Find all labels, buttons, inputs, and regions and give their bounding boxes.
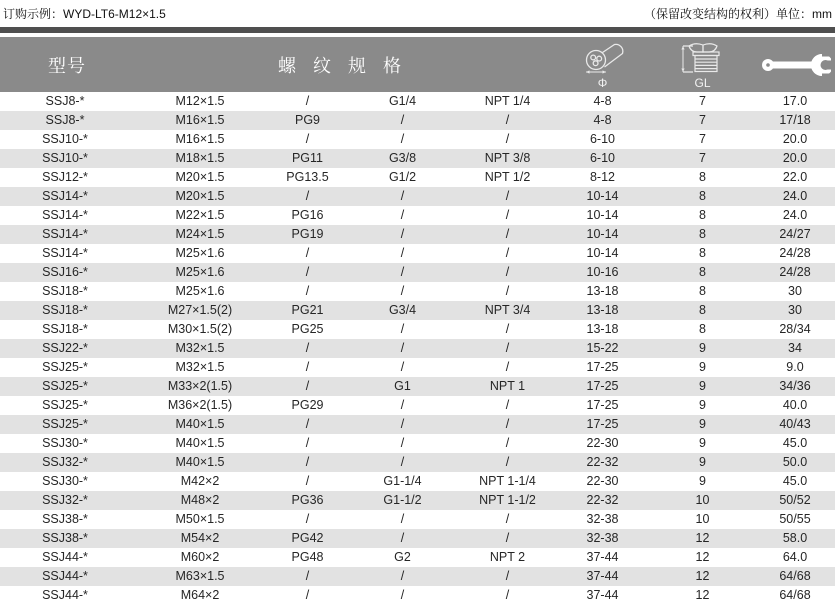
cell-g_thread: / bbox=[400, 246, 405, 260]
cell-pg_thread: / bbox=[305, 436, 310, 450]
cell-gl: 9 bbox=[699, 379, 706, 393]
cell-cable_range_phi: 37-44 bbox=[586, 569, 619, 583]
cell-metric_thread: M32×1.5 bbox=[175, 341, 225, 355]
table-row bbox=[0, 339, 835, 358]
cell-gl: 9 bbox=[699, 341, 706, 355]
cell-metric_thread: M25×1.6 bbox=[175, 284, 225, 298]
cell-metric_thread: M27×1.5(2) bbox=[167, 303, 233, 317]
cell-npt_thread: NPT 1/4 bbox=[484, 94, 531, 108]
cell-metric_thread: M30×1.5(2) bbox=[167, 322, 233, 336]
cell-g_thread: / bbox=[400, 512, 405, 526]
cell-model: SSJ44-* bbox=[42, 588, 88, 602]
cell-metric_thread: M18×1.5 bbox=[175, 151, 225, 165]
cell-model: SSJ14-* bbox=[42, 227, 88, 241]
header-cable-diameter bbox=[555, 37, 650, 92]
cell-spanner_size: 24/28 bbox=[779, 246, 811, 260]
cell-npt_thread: NPT 2 bbox=[489, 550, 526, 564]
cell-npt_thread: / bbox=[505, 341, 510, 355]
cell-g_thread: / bbox=[400, 113, 405, 127]
cell-metric_thread: M40×1.5 bbox=[175, 436, 225, 450]
cell-g_thread: G1-1/2 bbox=[383, 493, 422, 507]
cell-npt_thread: NPT 1/2 bbox=[484, 170, 531, 184]
cell-npt_thread: / bbox=[505, 455, 510, 469]
cell-spanner_size: 58.0 bbox=[782, 531, 808, 545]
cell-pg_thread: / bbox=[305, 132, 310, 146]
cell-gl: 7 bbox=[699, 94, 706, 108]
cell-npt_thread: / bbox=[505, 512, 510, 526]
cell-metric_thread: M50×1.5 bbox=[175, 512, 225, 526]
cell-g_thread: / bbox=[400, 455, 405, 469]
cell-spanner_size: 24/27 bbox=[779, 227, 811, 241]
cell-npt_thread: / bbox=[505, 436, 510, 450]
cell-gl: 10 bbox=[695, 493, 710, 507]
cell-cable_range_phi: 22-30 bbox=[586, 474, 619, 488]
cell-cable_range_phi: 10-14 bbox=[586, 227, 619, 241]
cell-model: SSJ14-* bbox=[42, 189, 88, 203]
cell-model: SSJ18-* bbox=[42, 284, 88, 298]
cell-spanner_size: 17/18 bbox=[779, 113, 811, 127]
cell-model: SSJ25-* bbox=[42, 379, 88, 393]
cell-metric_thread: M33×2(1.5) bbox=[167, 379, 233, 393]
table-row bbox=[0, 130, 835, 149]
cell-npt_thread: / bbox=[505, 189, 510, 203]
cell-spanner_size: 30 bbox=[788, 284, 802, 298]
cell-g_thread: / bbox=[400, 132, 405, 146]
cell-cable_range_phi: 10-16 bbox=[586, 265, 619, 279]
cell-npt_thread: / bbox=[505, 227, 510, 241]
cell-model: SSJ30-* bbox=[42, 474, 88, 488]
cell-spanner_size: 17.0 bbox=[782, 94, 808, 108]
cell-gl: 10 bbox=[695, 512, 710, 526]
table-row bbox=[0, 187, 835, 206]
cell-g_thread: / bbox=[400, 588, 405, 602]
table-row bbox=[0, 263, 835, 282]
cell-cable_range_phi: 4-8 bbox=[593, 113, 612, 127]
cell-metric_thread: M20×1.5 bbox=[175, 170, 225, 184]
cell-pg_thread: PG48 bbox=[291, 550, 324, 564]
cell-g_thread: G3/8 bbox=[388, 151, 417, 165]
cell-spanner_size: 50/55 bbox=[779, 512, 811, 526]
cell-metric_thread: M42×2 bbox=[180, 474, 220, 488]
cell-metric_thread: M22×1.5 bbox=[175, 208, 225, 222]
cell-cable_range_phi: 13-18 bbox=[586, 322, 619, 336]
cell-cable_range_phi: 37-44 bbox=[586, 550, 619, 564]
rights-unit-note: （保留改变结构的权利）单位：mm bbox=[644, 7, 832, 21]
cell-spanner_size: 28/34 bbox=[779, 322, 811, 336]
cell-metric_thread: M54×2 bbox=[180, 531, 220, 545]
cell-metric_thread: M25×1.6 bbox=[175, 265, 225, 279]
cell-npt_thread: NPT 1-1/2 bbox=[479, 493, 536, 507]
table-row bbox=[0, 301, 835, 320]
cell-metric_thread: M32×1.5 bbox=[175, 360, 225, 374]
cell-g_thread: G1 bbox=[394, 379, 411, 393]
cell-npt_thread: / bbox=[505, 132, 510, 146]
cell-pg_thread: PG29 bbox=[291, 398, 324, 412]
cell-g_thread: / bbox=[400, 569, 405, 583]
phi-label: Φ bbox=[597, 76, 608, 90]
cell-spanner_size: 40/43 bbox=[779, 417, 811, 431]
cell-pg_thread: / bbox=[305, 588, 310, 602]
table-row bbox=[0, 244, 835, 263]
cell-gl: 8 bbox=[699, 189, 706, 203]
cell-g_thread: / bbox=[400, 227, 405, 241]
cell-cable_range_phi: 22-30 bbox=[586, 436, 619, 450]
cell-model: SSJ38-* bbox=[42, 512, 88, 526]
cell-spanner_size: 34 bbox=[788, 341, 802, 355]
cell-cable_range_phi: 17-25 bbox=[586, 360, 619, 374]
cell-spanner_size: 50.0 bbox=[782, 455, 808, 469]
cell-pg_thread: / bbox=[305, 512, 310, 526]
cell-cable_range_phi: 17-25 bbox=[586, 417, 619, 431]
cell-gl: 8 bbox=[699, 284, 706, 298]
table-row bbox=[0, 548, 835, 567]
table-row bbox=[0, 529, 835, 548]
cell-cable_range_phi: 22-32 bbox=[586, 493, 619, 507]
cell-model: SSJ16-* bbox=[42, 265, 88, 279]
cell-gl: 12 bbox=[695, 531, 710, 545]
cell-cable_range_phi: 32-38 bbox=[586, 531, 619, 545]
wrench-icon bbox=[759, 50, 831, 80]
cell-cable_range_phi: 22-32 bbox=[586, 455, 619, 469]
cell-pg_thread: / bbox=[305, 360, 310, 374]
cell-spanner_size: 24.0 bbox=[782, 208, 808, 222]
cell-cable_range_phi: 4-8 bbox=[593, 94, 612, 108]
spec-table bbox=[0, 27, 835, 605]
table-row bbox=[0, 453, 835, 472]
cell-model: SSJ25-* bbox=[42, 398, 88, 412]
cell-gl: 9 bbox=[699, 455, 706, 469]
cell-gl: 8 bbox=[699, 322, 706, 336]
cell-npt_thread: NPT 1-1/4 bbox=[479, 474, 536, 488]
cell-model: SSJ10-* bbox=[42, 132, 88, 146]
cell-metric_thread: M40×1.5 bbox=[175, 455, 225, 469]
header-model-label: 型号 bbox=[48, 55, 86, 76]
cell-gl: 8 bbox=[699, 265, 706, 279]
cell-cable_range_phi: 32-38 bbox=[586, 512, 619, 526]
cell-cable_range_phi: 17-25 bbox=[586, 398, 619, 412]
cell-npt_thread: / bbox=[505, 265, 510, 279]
cell-g_thread: G3/4 bbox=[388, 303, 417, 317]
cell-npt_thread: / bbox=[505, 208, 510, 222]
cell-pg_thread: PG25 bbox=[291, 322, 324, 336]
table-row bbox=[0, 206, 835, 225]
cell-npt_thread: NPT 3/8 bbox=[484, 151, 531, 165]
cell-spanner_size: 20.0 bbox=[782, 132, 808, 146]
cell-spanner_size: 40.0 bbox=[782, 398, 808, 412]
table-header bbox=[0, 37, 835, 92]
cell-model: SSJ30-* bbox=[42, 436, 88, 450]
cell-gl: 7 bbox=[699, 113, 706, 127]
cable-diameter-icon bbox=[580, 40, 626, 76]
cell-spanner_size: 45.0 bbox=[782, 474, 808, 488]
cell-model: SSJ8-* bbox=[45, 113, 85, 127]
cell-gl: 12 bbox=[695, 550, 710, 564]
cell-spanner_size: 64/68 bbox=[779, 588, 811, 602]
cell-spanner_size: 24/28 bbox=[779, 265, 811, 279]
cell-model: SSJ32-* bbox=[42, 455, 88, 469]
cell-g_thread: / bbox=[400, 189, 405, 203]
cell-g_thread: G1/2 bbox=[388, 170, 417, 184]
cell-cable_range_phi: 10-14 bbox=[586, 189, 619, 203]
cell-gl: 12 bbox=[695, 588, 710, 602]
cell-metric_thread: M63×1.5 bbox=[175, 569, 225, 583]
cell-pg_thread: / bbox=[305, 379, 310, 393]
table-row bbox=[0, 567, 835, 586]
cell-pg_thread: / bbox=[305, 569, 310, 583]
table-row bbox=[0, 434, 835, 453]
cell-npt_thread: / bbox=[505, 284, 510, 298]
cell-pg_thread: / bbox=[305, 341, 310, 355]
table-row bbox=[0, 491, 835, 510]
cell-spanner_size: 9.0 bbox=[786, 360, 804, 374]
cell-spanner_size: 30 bbox=[788, 303, 802, 317]
cell-g_thread: / bbox=[400, 341, 405, 355]
cell-model: SSJ18-* bbox=[42, 322, 88, 336]
cell-metric_thread: M24×1.5 bbox=[175, 227, 225, 241]
cell-pg_thread: / bbox=[305, 474, 310, 488]
cell-gl: 7 bbox=[699, 132, 706, 146]
cell-pg_thread: PG16 bbox=[291, 208, 324, 222]
cell-cable_range_phi: 17-25 bbox=[586, 379, 619, 393]
cell-gl: 9 bbox=[699, 436, 706, 450]
cell-gl: 9 bbox=[699, 360, 706, 374]
table-row bbox=[0, 320, 835, 339]
cell-npt_thread: / bbox=[505, 398, 510, 412]
cell-g_thread: / bbox=[400, 417, 405, 431]
cell-gl: 7 bbox=[699, 151, 706, 165]
cell-metric_thread: M60×2 bbox=[180, 550, 220, 564]
table-row bbox=[0, 586, 835, 605]
gland-length-icon bbox=[675, 40, 731, 76]
cell-gl: 8 bbox=[699, 303, 706, 317]
cell-spanner_size: 24.0 bbox=[782, 189, 808, 203]
cell-model: SSJ8-* bbox=[45, 94, 85, 108]
table-row bbox=[0, 168, 835, 187]
cell-cable_range_phi: 6-10 bbox=[589, 132, 616, 146]
cell-model: SSJ25-* bbox=[42, 360, 88, 374]
table-row bbox=[0, 415, 835, 434]
cell-model: SSJ10-* bbox=[42, 151, 88, 165]
cell-gl: 8 bbox=[699, 246, 706, 260]
cell-metric_thread: M20×1.5 bbox=[175, 189, 225, 203]
cell-npt_thread: / bbox=[505, 417, 510, 431]
cell-npt_thread: / bbox=[505, 322, 510, 336]
cell-cable_range_phi: 13-18 bbox=[586, 284, 619, 298]
cell-pg_thread: / bbox=[305, 417, 310, 431]
cell-model: SSJ14-* bbox=[42, 208, 88, 222]
table-body bbox=[0, 92, 835, 605]
cell-gl: 9 bbox=[699, 398, 706, 412]
cell-cable_range_phi: 6-10 bbox=[589, 151, 616, 165]
cell-pg_thread: / bbox=[305, 246, 310, 260]
cell-npt_thread: / bbox=[505, 246, 510, 260]
cell-cable_range_phi: 15-22 bbox=[586, 341, 619, 355]
cell-metric_thread: M64×2 bbox=[180, 588, 220, 602]
cell-npt_thread: / bbox=[505, 113, 510, 127]
cell-g_thread: / bbox=[400, 322, 405, 336]
caption-bar bbox=[0, 0, 835, 27]
cell-model: SSJ12-* bbox=[42, 170, 88, 184]
cell-pg_thread: PG36 bbox=[291, 493, 324, 507]
cell-model: SSJ44-* bbox=[42, 569, 88, 583]
cell-npt_thread: NPT 3/4 bbox=[484, 303, 531, 317]
cell-cable_range_phi: 10-14 bbox=[586, 208, 619, 222]
table-row bbox=[0, 358, 835, 377]
table-row bbox=[0, 92, 835, 111]
cell-pg_thread: / bbox=[305, 284, 310, 298]
table-row bbox=[0, 510, 835, 529]
cell-npt_thread: / bbox=[505, 569, 510, 583]
cell-metric_thread: M36×2(1.5) bbox=[167, 398, 233, 412]
cell-pg_thread: / bbox=[305, 94, 310, 108]
cell-pg_thread: / bbox=[305, 189, 310, 203]
cell-g_thread: G1-1/4 bbox=[383, 474, 422, 488]
cell-spanner_size: 50/52 bbox=[779, 493, 811, 507]
table-row bbox=[0, 225, 835, 244]
cell-gl: 12 bbox=[695, 569, 710, 583]
cell-metric_thread: M16×1.5 bbox=[175, 113, 225, 127]
cell-pg_thread: PG21 bbox=[291, 303, 324, 317]
cell-cable_range_phi: 13-18 bbox=[586, 303, 619, 317]
header-thread-spec-label: 螺 纹 规 格 bbox=[277, 55, 407, 76]
cell-gl: 9 bbox=[699, 417, 706, 431]
cell-spanner_size: 64.0 bbox=[782, 550, 808, 564]
cell-model: SSJ14-* bbox=[42, 246, 88, 260]
cell-metric_thread: M12×1.5 bbox=[175, 94, 225, 108]
table-row bbox=[0, 396, 835, 415]
cell-gl: 8 bbox=[699, 170, 706, 184]
cell-spanner_size: 64/68 bbox=[779, 569, 811, 583]
table-row bbox=[0, 149, 835, 168]
cell-gl: 8 bbox=[699, 227, 706, 241]
header-wrench bbox=[755, 37, 835, 92]
cell-metric_thread: M16×1.5 bbox=[175, 132, 225, 146]
cell-npt_thread: / bbox=[505, 531, 510, 545]
cell-npt_thread: NPT 1 bbox=[489, 379, 526, 393]
cell-g_thread: / bbox=[400, 436, 405, 450]
cell-pg_thread: PG11 bbox=[291, 151, 324, 165]
cell-metric_thread: M40×1.5 bbox=[175, 417, 225, 431]
cell-npt_thread: / bbox=[505, 588, 510, 602]
cell-g_thread: / bbox=[400, 398, 405, 412]
table-row bbox=[0, 111, 835, 130]
cell-spanner_size: 34/36 bbox=[779, 379, 811, 393]
cell-model: SSJ22-* bbox=[42, 341, 88, 355]
cell-model: SSJ25-* bbox=[42, 417, 88, 431]
cell-g_thread: / bbox=[400, 284, 405, 298]
cell-pg_thread: PG42 bbox=[291, 531, 324, 545]
cell-model: SSJ38-* bbox=[42, 531, 88, 545]
cell-pg_thread: PG13.5 bbox=[286, 170, 329, 184]
cell-cable_range_phi: 10-14 bbox=[586, 246, 619, 260]
cell-pg_thread: PG9 bbox=[294, 113, 320, 127]
cell-pg_thread: PG19 bbox=[291, 227, 324, 241]
cell-gl: 9 bbox=[699, 474, 706, 488]
cell-spanner_size: 22.0 bbox=[782, 170, 808, 184]
cell-gl: 8 bbox=[699, 208, 706, 222]
cell-g_thread: G1/4 bbox=[388, 94, 417, 108]
cell-cable_range_phi: 8-12 bbox=[589, 170, 616, 184]
cell-metric_thread: M48×2 bbox=[180, 493, 220, 507]
cell-g_thread: / bbox=[400, 360, 405, 374]
order-example-text: 订购示例：WYD-LT6-M12×1.5 bbox=[3, 7, 166, 21]
cell-model: SSJ44-* bbox=[42, 550, 88, 564]
cell-g_thread: / bbox=[400, 265, 405, 279]
cell-spanner_size: 45.0 bbox=[782, 436, 808, 450]
cell-model: SSJ18-* bbox=[42, 303, 88, 317]
table-row bbox=[0, 472, 835, 491]
cell-model: SSJ32-* bbox=[42, 493, 88, 507]
table-row bbox=[0, 377, 835, 396]
cell-g_thread: G2 bbox=[394, 550, 411, 564]
table-row bbox=[0, 282, 835, 301]
cell-npt_thread: / bbox=[505, 360, 510, 374]
cell-pg_thread: / bbox=[305, 265, 310, 279]
cell-cable_range_phi: 37-44 bbox=[586, 588, 619, 602]
gl-label: GL bbox=[694, 76, 711, 90]
header-gland-length bbox=[650, 37, 755, 92]
cell-metric_thread: M25×1.6 bbox=[175, 246, 225, 260]
cell-g_thread: / bbox=[400, 531, 405, 545]
cell-pg_thread: / bbox=[305, 455, 310, 469]
cell-spanner_size: 20.0 bbox=[782, 151, 808, 165]
cell-g_thread: / bbox=[400, 208, 405, 222]
